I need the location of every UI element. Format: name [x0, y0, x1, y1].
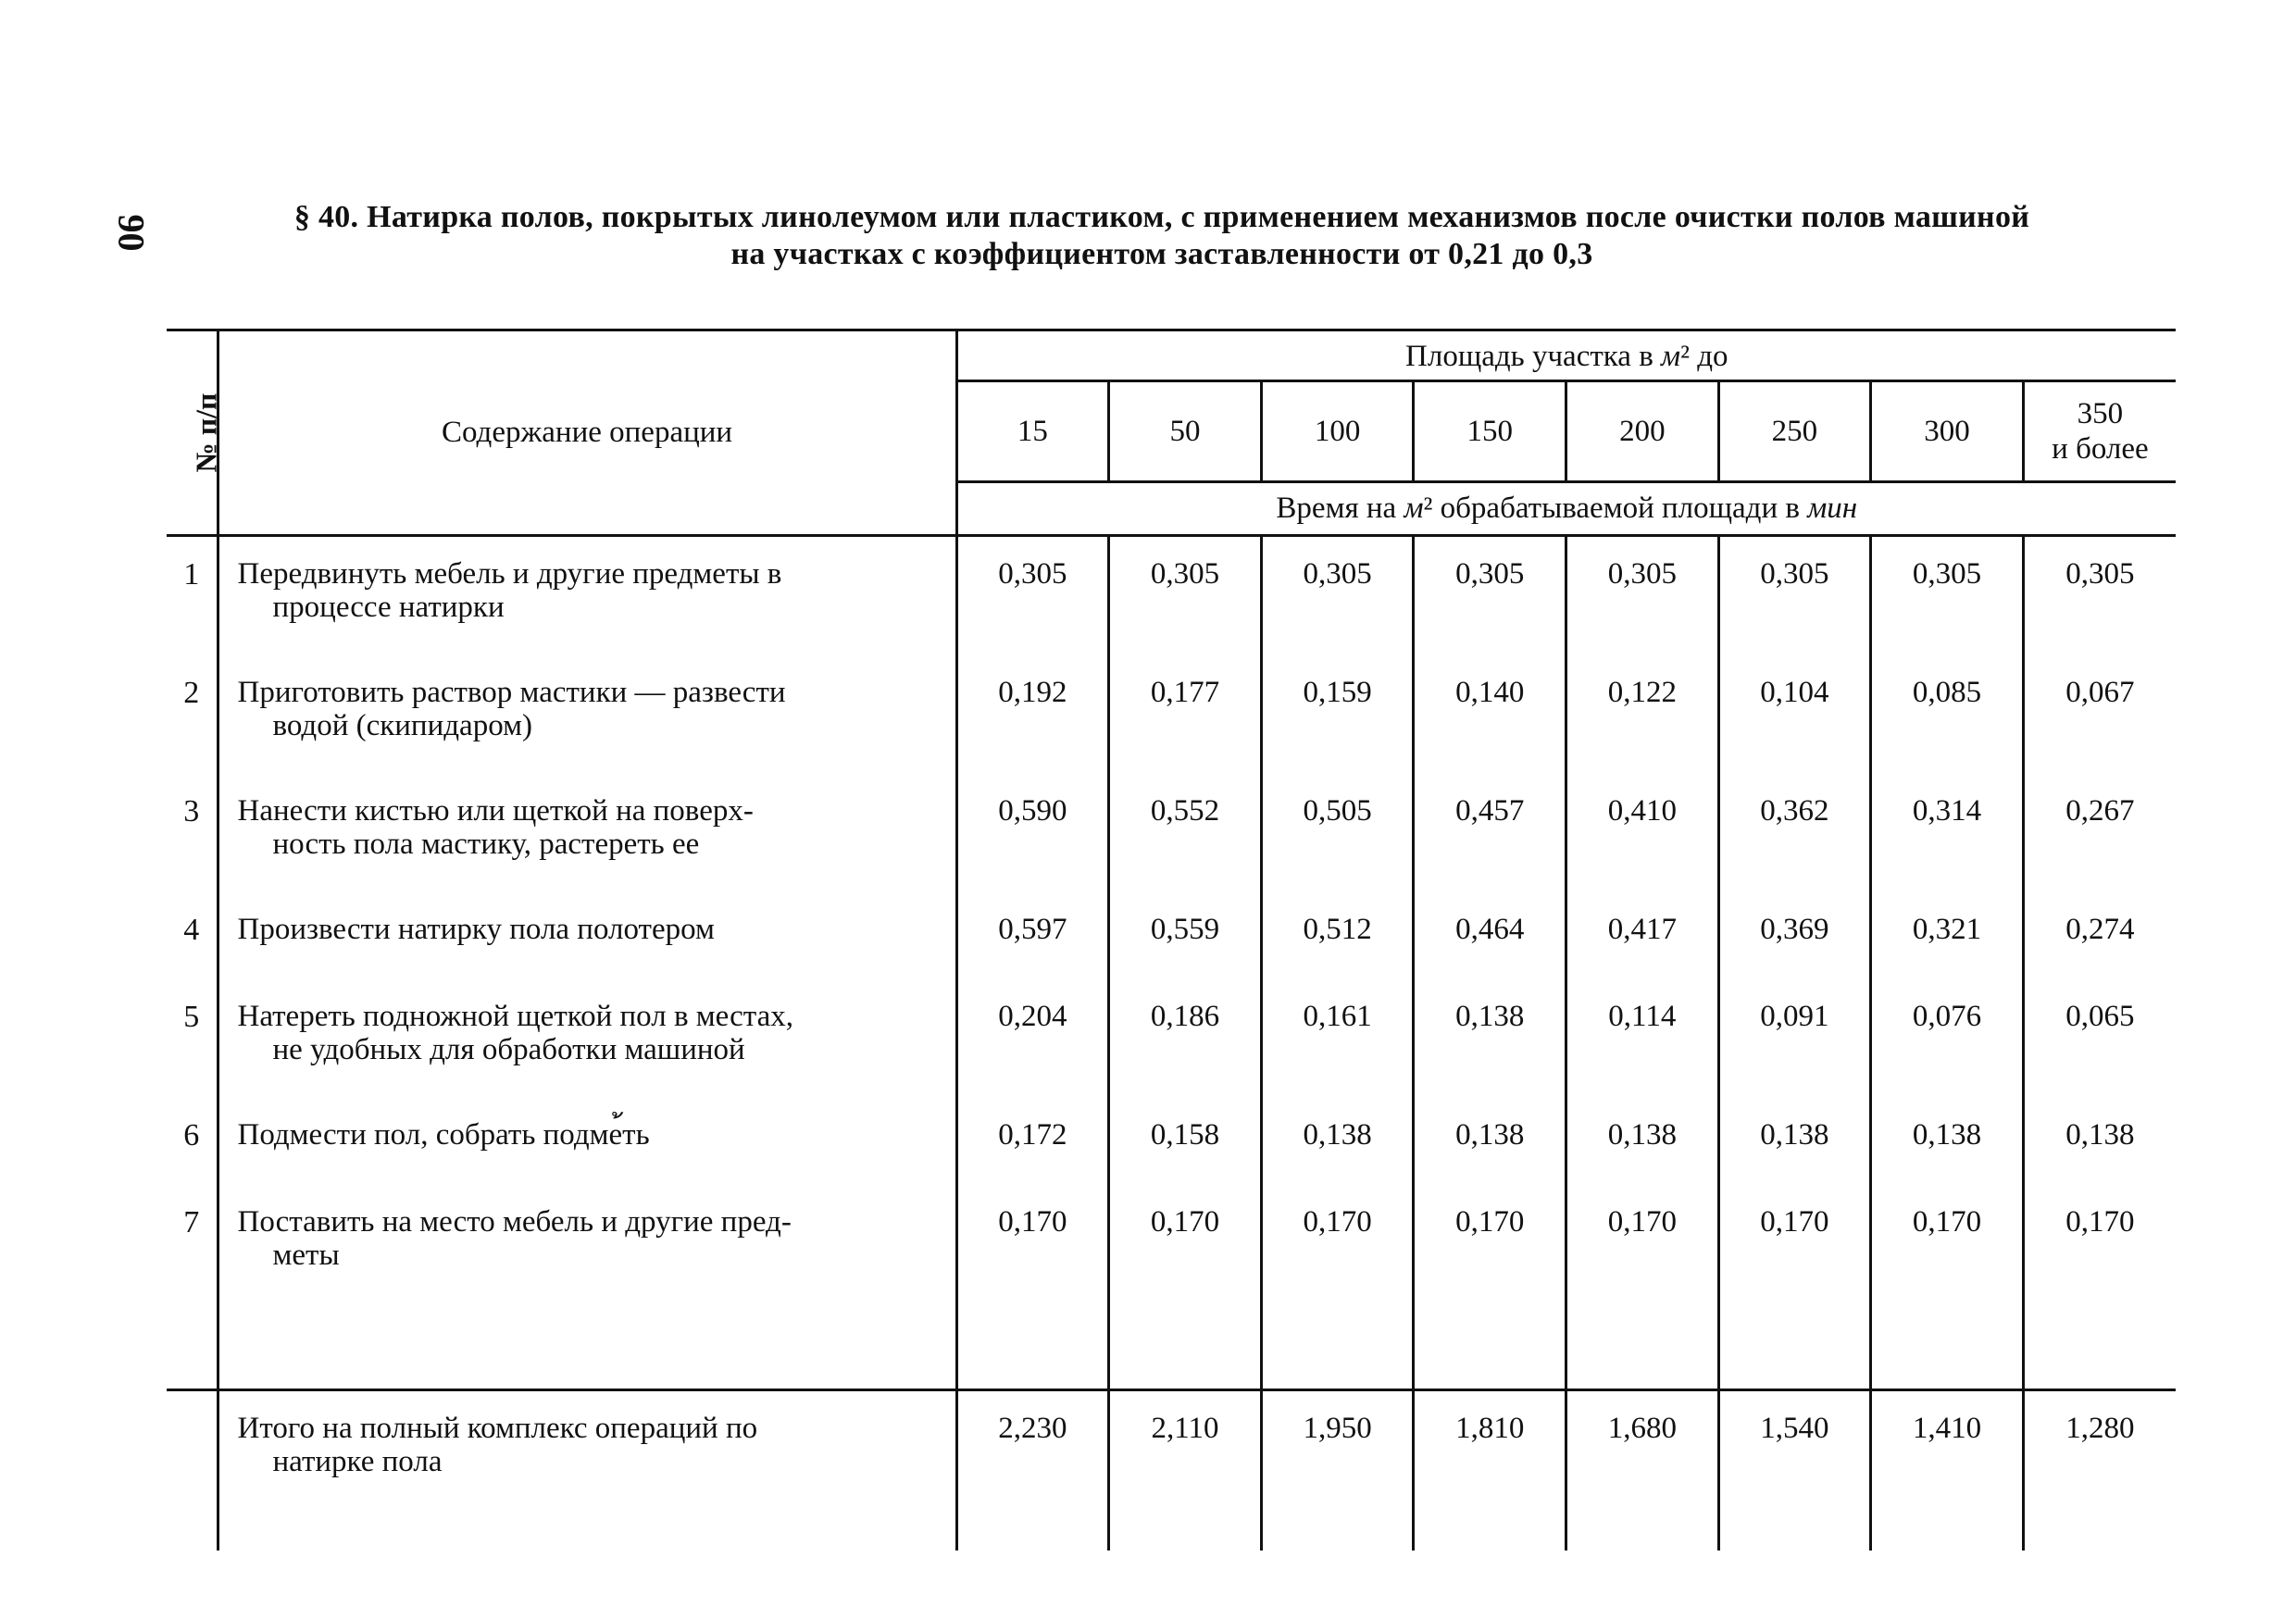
total-value: 1,950 — [1261, 1390, 1414, 1551]
time-header — [956, 482, 2176, 536]
row-operation — [218, 1098, 956, 1185]
row-value: 0,138 — [1871, 1098, 2024, 1185]
total-row — [167, 1390, 2176, 1551]
size-last-line1: 350 — [2077, 397, 2124, 430]
table-row — [167, 1185, 2176, 1303]
row-value: 0,457 — [1414, 774, 1566, 892]
row-operation — [218, 979, 956, 1098]
row-operation-line2: ность пола мастику, растереть ее — [272, 828, 700, 861]
column-operation-header: Содержание операции — [218, 330, 956, 536]
row-value: 0,140 — [1414, 655, 1566, 774]
row-value: 0,305 — [956, 536, 1109, 656]
spacer-row — [167, 1303, 2176, 1390]
table-row — [167, 1098, 2176, 1185]
row-value: 0,464 — [1414, 892, 1566, 979]
row-operation-line2: не удобных для обработки машиной — [272, 1033, 745, 1066]
row-value: 0,321 — [1871, 892, 2024, 979]
row-value: 0,104 — [1718, 655, 1871, 774]
row-value: 0,552 — [1109, 774, 1262, 892]
row-value: 0,170 — [1261, 1185, 1414, 1303]
row-value: 0,305 — [1566, 536, 1719, 656]
table-row — [167, 536, 2176, 656]
row-number: 7 — [167, 1185, 218, 1303]
size-header: 15 — [956, 381, 1109, 482]
row-value: 0,305 — [1261, 536, 1414, 656]
size-header: 150 — [1414, 381, 1566, 482]
row-operation-line2: меты — [272, 1239, 340, 1272]
row-value: 0,138 — [2065, 1118, 2135, 1152]
row-value: 0,170 — [1414, 1185, 1566, 1303]
row-value: 0,267 — [2065, 794, 2135, 828]
size-header: 50 — [1109, 381, 1262, 482]
row-value: 0,067 — [2065, 676, 2135, 709]
row-value: 0,138 — [1566, 1098, 1719, 1185]
row-operation-line1: Произвести натирку пола полотером — [237, 913, 715, 946]
row-value: 0,305 — [1718, 536, 1871, 656]
row-value: 0,065 — [2065, 1000, 2135, 1033]
row-value: 0,172 — [956, 1098, 1109, 1185]
row-value: 0,274 — [2065, 913, 2135, 946]
row-operation-line1: Поставить на место мебель и другие пред- — [237, 1205, 792, 1239]
row-value: 0,159 — [1261, 655, 1414, 774]
row-value: 0,158 — [1109, 1098, 1262, 1185]
row-value: 0,122 — [1566, 655, 1719, 774]
row-value: 0,138 — [1718, 1098, 1871, 1185]
total-operation — [218, 1390, 956, 1551]
size-header-last — [2023, 381, 2176, 482]
row-operation-line1: Натереть подножной щеткой пол в местах, — [237, 1000, 794, 1033]
total-operation-line2: натирке пола — [272, 1445, 443, 1478]
row-value: 0,170 — [2065, 1205, 2135, 1239]
row-value: 0,590 — [956, 774, 1109, 892]
row-value: 0,177 — [1109, 655, 1262, 774]
row-operation — [218, 774, 956, 892]
row-value: 0,559 — [1109, 892, 1262, 979]
row-number: 2 — [167, 655, 218, 774]
row-value: 0,369 — [1718, 892, 1871, 979]
table-body — [167, 536, 2176, 1551]
row-number: 6 — [167, 1098, 218, 1185]
row-operation-line2: процессе натирки — [272, 591, 505, 624]
total-operation-line1: Итого на полный комплекс операций по — [237, 1412, 758, 1445]
row-value: 0,170 — [956, 1185, 1109, 1303]
row-value: 0,512 — [1261, 892, 1414, 979]
size-header: 200 — [1566, 381, 1719, 482]
row-value: 0,314 — [1871, 774, 2024, 892]
size-header: 100 — [1261, 381, 1414, 482]
total-value: 1,540 — [1718, 1390, 1871, 1551]
row-value: 0,505 — [1261, 774, 1414, 892]
row-value: 0,170 — [1109, 1185, 1262, 1303]
row-number: 1 — [167, 536, 218, 656]
size-header: 300 — [1871, 381, 2024, 482]
row-value: 0,138 — [1414, 979, 1566, 1098]
table-row — [167, 655, 2176, 774]
total-number-cell — [167, 1390, 218, 1551]
row-operation-line1: Приготовить раствор мастики — развести — [237, 676, 786, 709]
column-number-header — [167, 330, 223, 536]
row-operation-line1: Нанести кистью или щеткой на поверх- — [237, 794, 754, 828]
row-operation — [218, 892, 956, 979]
row-operation-line1: Передвинуть мебель и другие предметы в — [237, 557, 782, 591]
row-value: 0,192 — [956, 655, 1109, 774]
row-value: 0,170 — [1871, 1185, 2024, 1303]
total-value: 1,410 — [1871, 1390, 2024, 1551]
time-header-label: Время на м² обрабатываемой площади в мин — [1276, 492, 1858, 525]
row-number: 4 — [167, 892, 218, 979]
total-value: 1,810 — [1414, 1390, 1566, 1551]
row-value: 0,170 — [1718, 1185, 1871, 1303]
row-value: 0,305 — [1871, 536, 2024, 656]
row-value: 0,204 — [956, 979, 1109, 1098]
row-value: 0,170 — [1566, 1185, 1719, 1303]
total-value: 2,110 — [1109, 1390, 1262, 1551]
row-value: 0,362 — [1718, 774, 1871, 892]
title-line-1: § 40. Натирка полов, покрытых линолеумом или пластиком, с применением механизмов после очистки полов машиной — [293, 200, 2030, 234]
row-value: 0,091 — [1718, 979, 1871, 1098]
size-last-line2: и более — [2052, 432, 2149, 466]
area-header — [956, 330, 2176, 381]
row-value: 0,138 — [1261, 1098, 1414, 1185]
row-value: 0,076 — [1871, 979, 2024, 1098]
row-operation — [218, 536, 956, 656]
norms-table-wrapper — [167, 329, 2176, 1551]
total-value: 1,680 — [1566, 1390, 1719, 1551]
table-header — [167, 330, 2176, 536]
row-operation — [218, 655, 956, 774]
row-value: 0,186 — [1109, 979, 1262, 1098]
row-value: 0,085 — [1871, 655, 2024, 774]
norms-table — [167, 329, 2176, 1551]
title-line-2: на участках с коэффициентом заставленности от 0,21 до 0,3 — [730, 237, 1593, 271]
row-operation-line2: водой (скипидаром) — [272, 709, 532, 742]
row-operation-line1: Подмести пол, собрать подме้ть — [237, 1118, 650, 1152]
table-row — [167, 892, 2176, 979]
row-value: 0,161 — [1261, 979, 1414, 1098]
row-value: 0,305 — [1414, 536, 1566, 656]
table-row — [167, 979, 2176, 1098]
page-number: 90 — [110, 214, 153, 252]
row-number: 3 — [167, 774, 218, 892]
total-value: 2,230 — [956, 1390, 1109, 1551]
row-value: 0,305 — [1109, 536, 1262, 656]
row-value: 0,305 — [2065, 557, 2135, 591]
row-operation — [218, 1185, 956, 1303]
row-value: 0,597 — [956, 892, 1109, 979]
column-number-label: № п/п — [189, 392, 223, 472]
row-value: 0,410 — [1566, 774, 1719, 892]
size-header: 250 — [1718, 381, 1871, 482]
row-value: 0,417 — [1566, 892, 1719, 979]
total-value: 1,280 — [2023, 1390, 2176, 1551]
row-value: 0,138 — [1414, 1098, 1566, 1185]
area-header-label: Площадь участка в м² до — [1405, 340, 1728, 373]
row-value: 0,114 — [1566, 979, 1719, 1098]
row-number: 5 — [167, 979, 218, 1098]
table-row — [167, 774, 2176, 892]
section-title — [213, 199, 2111, 273]
